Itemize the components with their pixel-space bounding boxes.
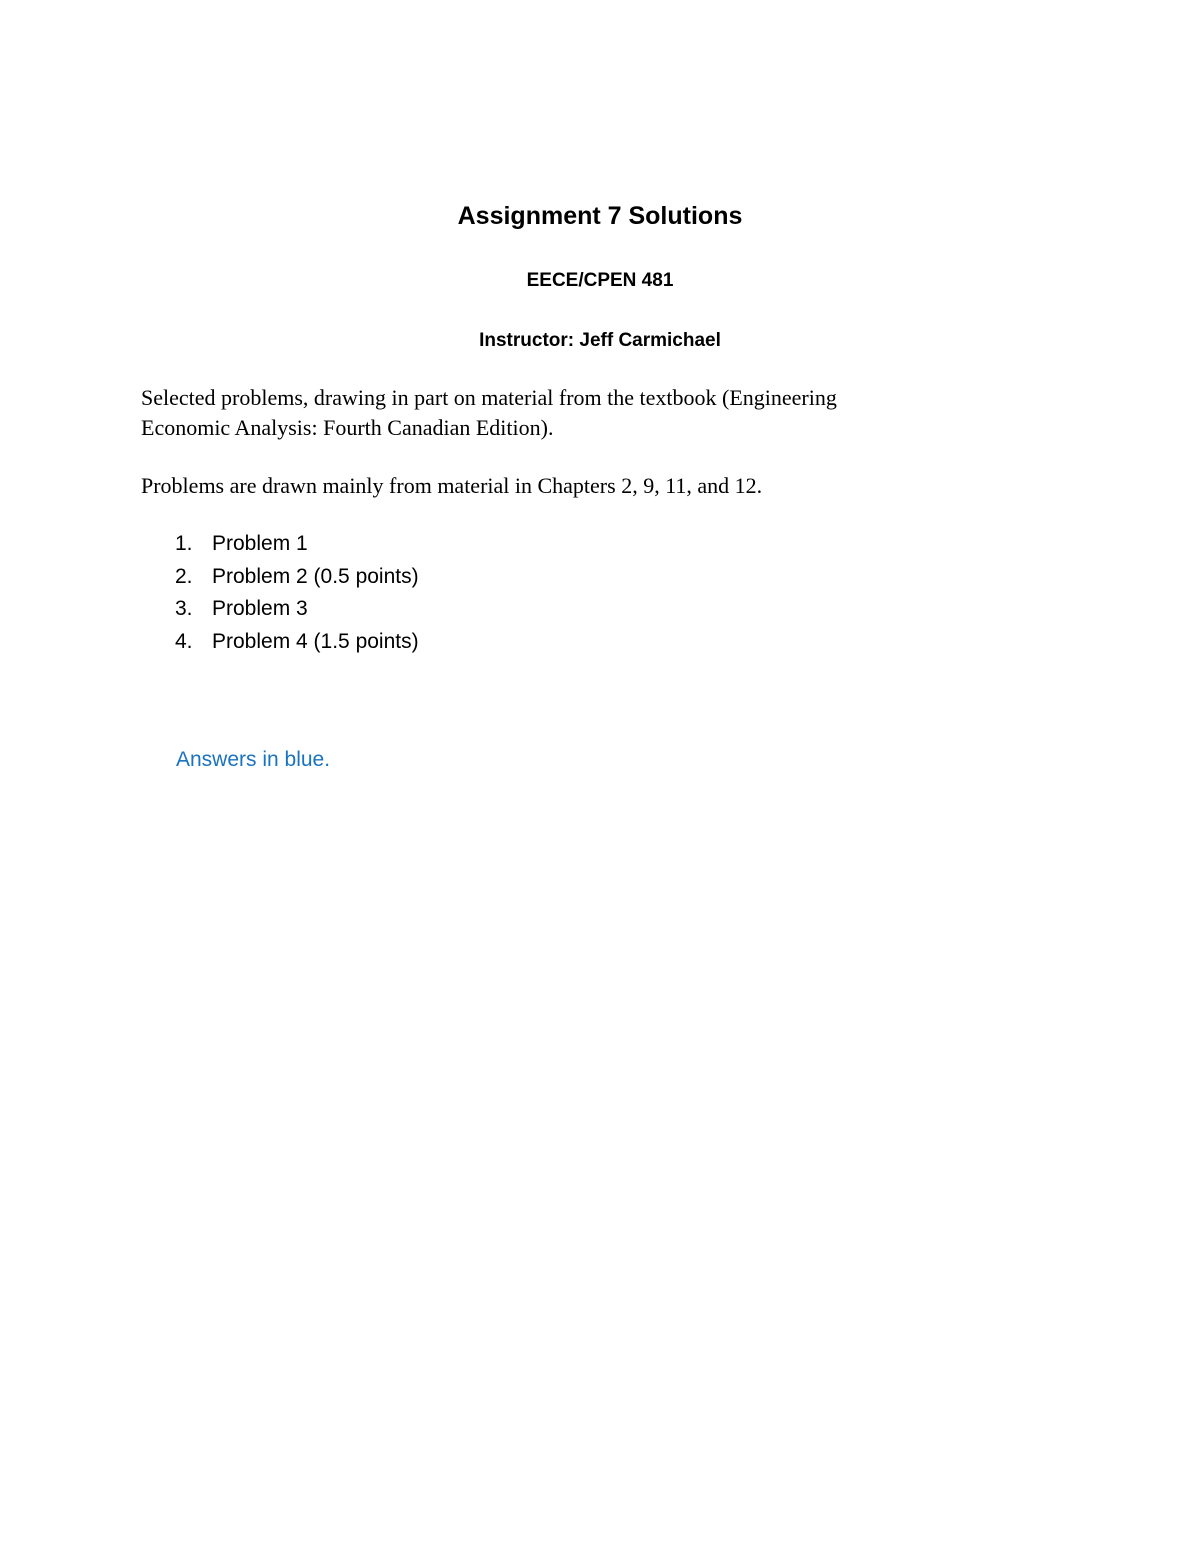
intro-line-1: Selected problems, drawing in part on material from the textbook (Engineering [141, 385, 837, 410]
problem-item [175, 594, 419, 627]
problem-label: Problem 4 (1.5 points) [212, 629, 419, 653]
problem-label: Problem 3 [212, 597, 308, 620]
problem-list [175, 529, 419, 659]
problem-number: 1. [175, 532, 193, 555]
problem-label: Problem 2 (0.5 points) [212, 564, 419, 588]
problem-item [175, 529, 419, 562]
problem-number: 4. [175, 629, 193, 653]
intro-paragraph [141, 383, 1001, 443]
document-title: Assignment 7 Solutions [457, 202, 743, 230]
problem-number: 2. [175, 564, 193, 588]
chapters-note: Problems are drawn mainly from material in Chapters 2, 9, 11, and 12. [141, 473, 763, 498]
problem-label: Problem 1 [212, 532, 308, 555]
problem-item [175, 562, 419, 595]
course-code: EECE/CPEN 481 [526, 270, 674, 291]
problem-number: 3. [175, 597, 193, 620]
problem-item [175, 627, 419, 660]
instructor-line: Instructor: Jeff Carmichael [479, 330, 721, 351]
intro-line-2: Economic Analysis: Fourth Canadian Edition). [141, 415, 554, 440]
answers-note: Answers in blue. [176, 748, 331, 771]
